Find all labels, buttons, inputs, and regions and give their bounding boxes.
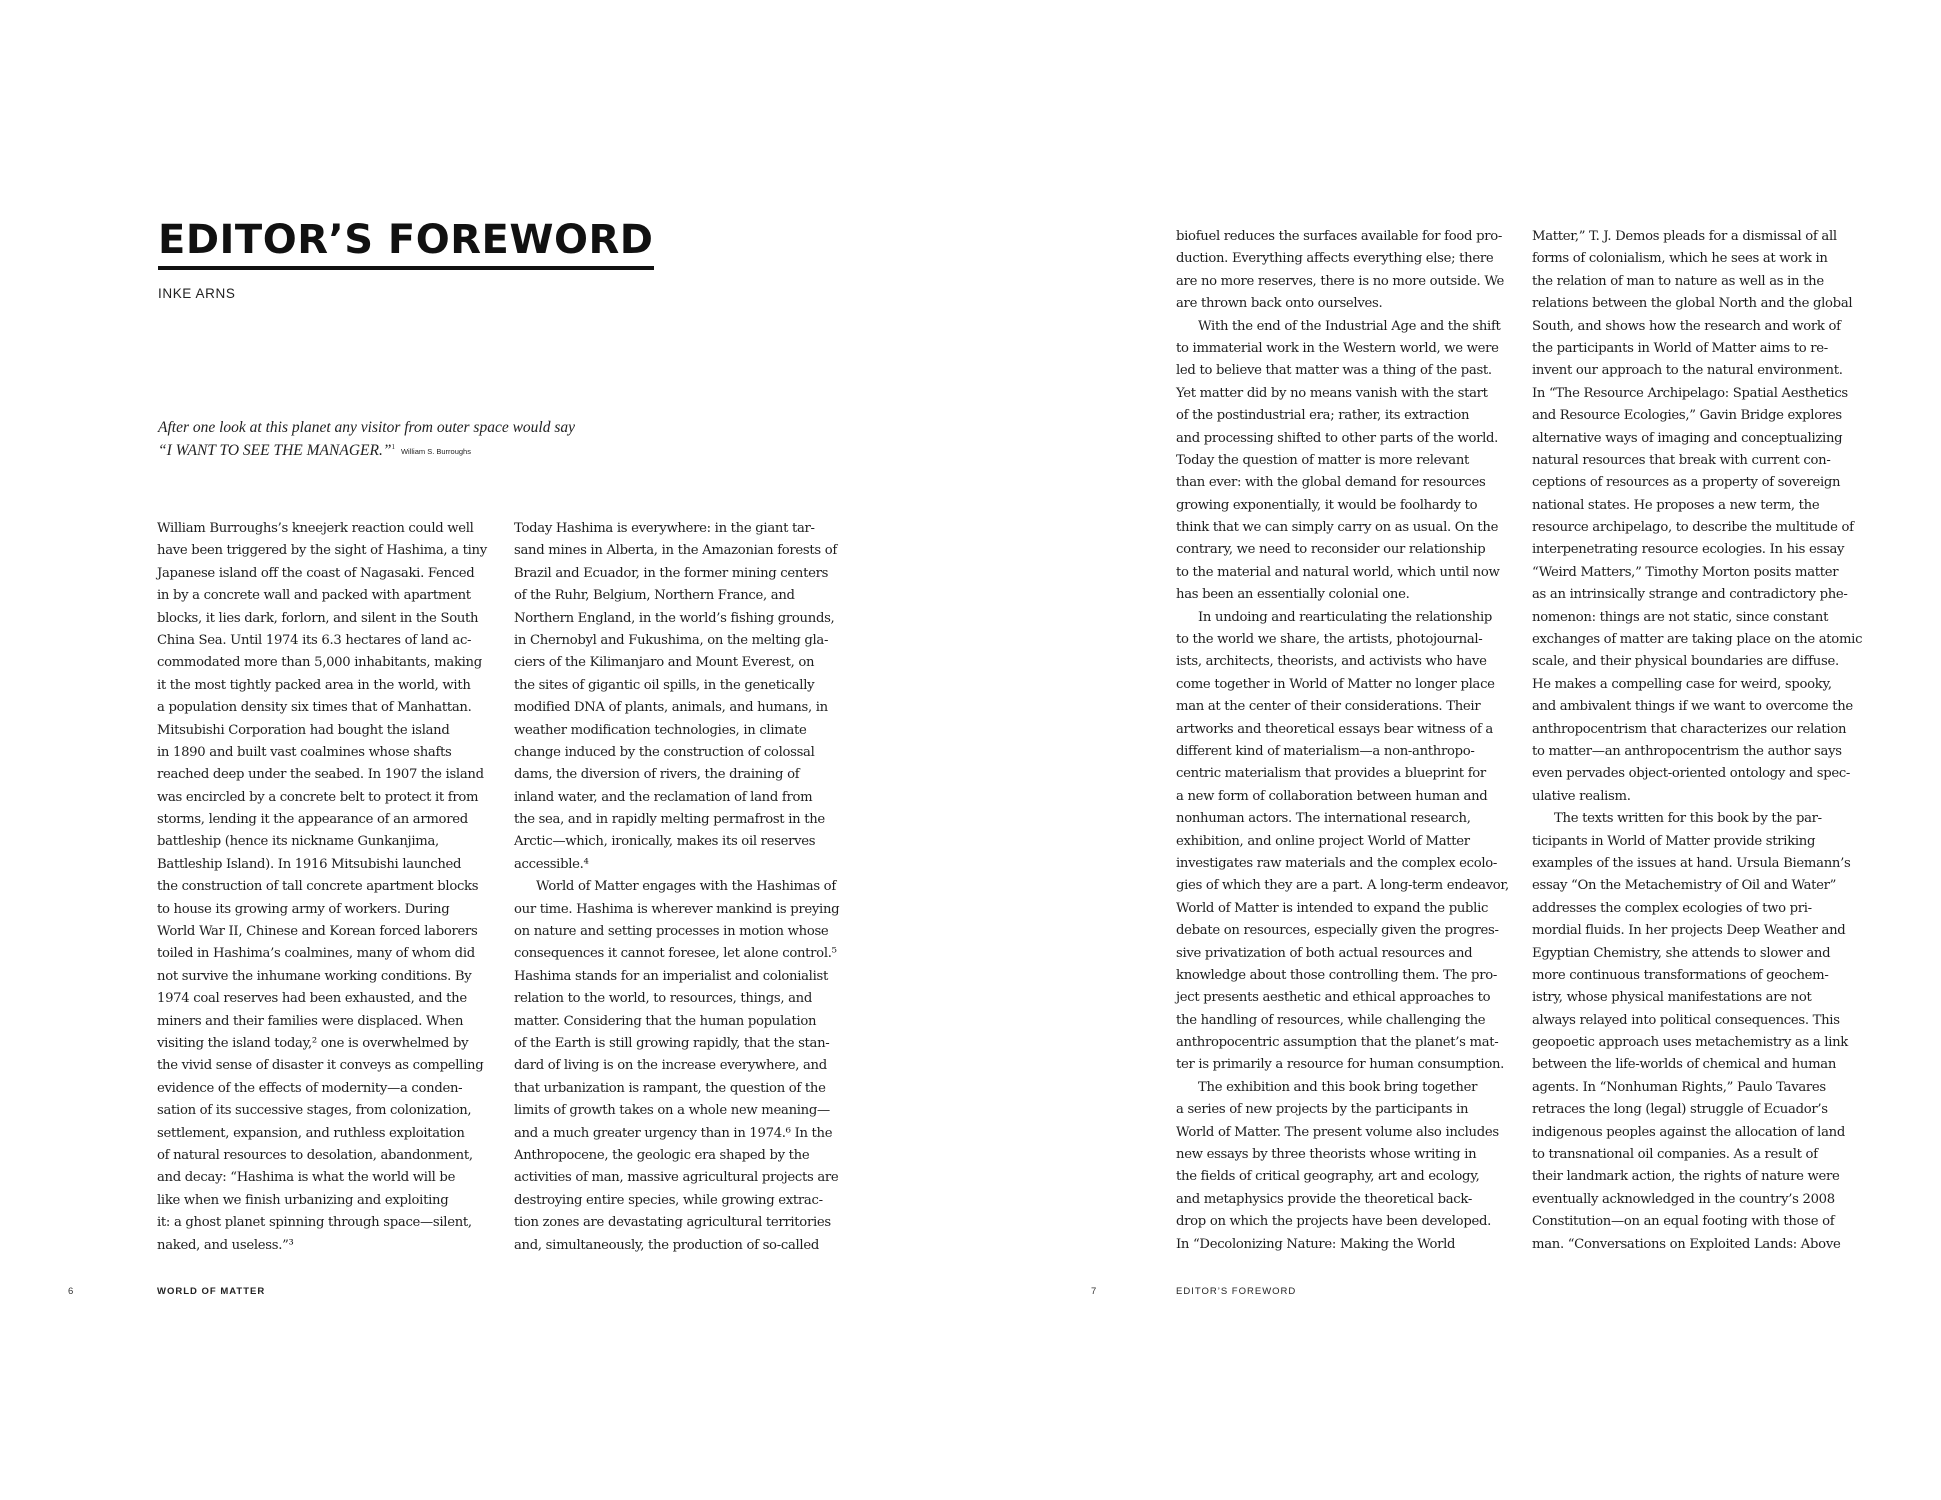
text-line: World of Matter. The present volume also includes	[1176, 1124, 1499, 1140]
text-line: The texts written for this book by the par-	[1554, 811, 1822, 827]
text-line: “Weird Matters,” Timothy Morton posits matter	[1532, 564, 1839, 580]
text-line: indigenous peoples against the allocation of land	[1532, 1124, 1845, 1140]
page-title: EDITOR’S FOREWORD	[158, 216, 654, 270]
text-line: alternative ways of imaging and conceptualizing	[1532, 430, 1843, 446]
text-line: our time. Hashima is wherever mankind is preying	[514, 901, 840, 917]
text-line: a population density six times that of Manhattan.	[157, 700, 472, 716]
page-number-right: 7	[1091, 1286, 1097, 1297]
text-line: the construction of tall concrete apartment blocks	[157, 879, 479, 895]
text-line: Mitsubishi Corporation had bought the island	[157, 722, 450, 738]
text-line: of natural resources to desolation, abandonment,	[157, 1147, 473, 1163]
text-line: anthropocentric assumption that the planet’s mat-	[1176, 1035, 1499, 1051]
epigraph	[158, 417, 628, 463]
text-line: nonhuman actors. The international research,	[1176, 811, 1471, 827]
text-line: Battleship Island). In 1916 Mitsubishi launched	[157, 856, 462, 872]
text-line: of the Ruhr, Belgium, Northern France, and	[514, 588, 795, 604]
text-line: the sites of gigantic oil spills, in the genetically	[514, 677, 815, 693]
text-line: change induced by the construction of colossal	[514, 744, 815, 760]
text-line: a new form of collaboration between human and	[1176, 788, 1488, 804]
text-line: With the end of the Industrial Age and the shift	[1198, 318, 1501, 334]
text-line: South, and shows how the research and work of	[1532, 318, 1841, 334]
text-line: national states. He proposes a new term, the	[1532, 497, 1820, 513]
text-line: always relayed into political consequences. This	[1532, 1012, 1840, 1028]
text-line: the participants in World of Matter aims to re-	[1532, 340, 1828, 356]
text-line: like when we finish urbanizing and exploiting	[157, 1192, 449, 1208]
text-line: man. “Conversations on Exploited Lands: Above	[1532, 1236, 1841, 1252]
epigraph-line-2	[158, 440, 628, 464]
text-line: ject presents aesthetic and ethical approaches to	[1176, 990, 1491, 1006]
text-line: World of Matter is intended to expand the public	[1176, 900, 1489, 916]
text-line: sive privatization of both actual resources and	[1176, 945, 1473, 961]
text-line: miners and their families were displaced. When	[157, 1013, 464, 1029]
text-line: and ambivalent things if we want to overcome the	[1532, 699, 1853, 715]
text-line: modified DNA of plants, animals, and humans, in	[514, 700, 828, 716]
text-line: relations between the global North and the global	[1532, 296, 1853, 312]
text-line: Matter,” T. J. Demos pleads for a dismissal of all	[1532, 229, 1837, 244]
text-line: have been triggered by the sight of Hashima, a tiny	[157, 543, 487, 559]
body-column-1	[157, 518, 487, 1257]
text-line: even pervades object-oriented ontology and spec-	[1532, 766, 1851, 782]
text-line: consequences it cannot foresee, let alone control.⁵	[514, 946, 837, 962]
text-line: Brazil and Ecuador, in the former mining centers	[514, 565, 829, 581]
page-number-left: 6	[68, 1286, 74, 1297]
text-line: exhibition, and online project World of Matter	[1176, 833, 1470, 849]
text-line: of the Earth is still growing rapidly, that the stan-	[514, 1035, 830, 1051]
text-line: different kind of materialism—a non-anthropo-	[1176, 743, 1475, 759]
text-line: battleship (hence its nickname Gunkanjima,	[157, 834, 439, 850]
text-line: activities of man, massive agricultural projects are	[514, 1170, 839, 1186]
text-line: weather modification technologies, in climate	[514, 722, 807, 738]
text-line: to transnational oil companies. As a result of	[1532, 1147, 1818, 1163]
text-line: resource archipelago, to describe the multitude of	[1532, 520, 1854, 536]
text-line: nomenon: things are not static, since constant	[1532, 609, 1829, 625]
text-line: 1974 coal reserves had been exhausted, and the	[157, 991, 467, 1007]
text-line: Today Hashima is everywhere: in the giant tar-	[514, 521, 815, 536]
text-line: to the world we share, the artists, photojournal-	[1176, 632, 1483, 648]
text-line: Northern England, in the world’s fishing grounds,	[514, 610, 835, 626]
text-line: it the most tightly packed area in the world, with	[157, 677, 471, 693]
text-line: of the postindustrial era; rather, its extraction	[1176, 408, 1470, 424]
text-line: new essays by three theorists whose writing in	[1176, 1147, 1477, 1163]
epigraph-attribution: William S. Burroughs	[400, 446, 471, 456]
text-line: think that we can simply carry on as usual. On the	[1176, 520, 1499, 536]
epigraph-line-1: After one look at this planet any visitor from outer space would say	[158, 419, 576, 436]
text-line: inland water, and the reclamation of land from	[514, 789, 813, 805]
author-name: INKE ARNS	[158, 286, 236, 301]
text-line: evidence of the effects of modernity—a conden-	[157, 1080, 463, 1096]
text-line: In “The Resource Archipelago: Spatial Aesthetics	[1532, 385, 1848, 401]
text-line: between the life-worlds of chemical and human	[1532, 1057, 1837, 1073]
text-line: ulative realism.	[1532, 788, 1631, 804]
text-line: the fields of critical geography, art and ecology,	[1176, 1169, 1480, 1185]
text-line: their landmark action, the rights of nature were	[1532, 1169, 1840, 1185]
text-line: and a much greater urgency than in 1974.⁶ In the	[514, 1125, 833, 1141]
text-line: commodated more than 5,000 inhabitants, making	[157, 655, 482, 671]
text-line: Hashima stands for an imperialist and colonialist	[514, 968, 828, 984]
text-line: in Chernobyl and Fukushima, on the melting gla-	[514, 632, 829, 648]
text-line: the vivid sense of disaster it conveys as compelling	[157, 1058, 484, 1074]
text-line: invent our approach to the natural environment.	[1532, 363, 1843, 379]
text-line: debate on resources, especially given the progres-	[1176, 923, 1499, 939]
text-line: ter is primarily a resource for human consumption.	[1176, 1057, 1505, 1073]
text-line: tion zones are devastating agricultural territories	[514, 1215, 831, 1231]
text-line: blocks, it lies dark, forlorn, and silent in the South	[157, 610, 479, 626]
text-line: are thrown back onto ourselves.	[1176, 296, 1383, 312]
text-line: essay “On the Metachemistry of Oil and Water”	[1532, 878, 1837, 894]
text-line: on nature and setting processes in motion whose	[514, 924, 829, 940]
text-line: to the material and natural world, which until now	[1176, 564, 1500, 580]
text-line: toiled in Hashima’s coalmines, many of whom did	[157, 946, 475, 962]
text-line: storms, lending it the appearance of an armored	[157, 812, 468, 828]
text-line: contrary, we need to reconsider our relationship	[1176, 542, 1486, 558]
text-line: led to believe that matter was a thing of the past.	[1176, 363, 1492, 379]
text-line: istry, whose physical manifestations are not	[1532, 990, 1812, 1006]
text-line: China Sea. Until 1974 its 6.3 hectares of land ac-	[157, 632, 472, 648]
body-column-2	[514, 518, 839, 1257]
text-line: World War II, Chinese and Korean forced laborers	[157, 924, 478, 940]
text-line: World of Matter engages with the Hashimas of	[536, 879, 836, 895]
text-line: and Resource Ecologies,” Gavin Bridge explores	[1532, 408, 1842, 424]
text-line: the relation of man to nature as well as in the	[1532, 273, 1824, 289]
text-line: to matter—an anthropocentrism the author says	[1532, 743, 1842, 759]
text-line: the handling of resources, while challenging the	[1176, 1012, 1486, 1028]
text-line: ceptions of resources as a property of sovereign	[1532, 475, 1841, 491]
text-line: relation to the world, to resources, things, and	[514, 991, 813, 1007]
text-line: visiting the island today,² one is overwhelmed by	[157, 1035, 469, 1051]
text-line: and decay: “Hashima is what the world will be	[157, 1170, 456, 1186]
text-line: ists, architects, theorists, and activists who have	[1176, 654, 1487, 670]
text-line: it: a ghost planet spinning through space—silent,	[157, 1215, 472, 1231]
text-line: a series of new projects by the participants in	[1176, 1102, 1469, 1118]
text-line: Arctic—which, ironically, makes its oil reserves	[514, 834, 816, 850]
text-line: dams, the diversion of rivers, the draining of	[514, 767, 800, 783]
text-line: The exhibition and this book bring together	[1198, 1079, 1478, 1095]
text-line: Yet matter did by no means vanish with the start	[1176, 385, 1488, 401]
text-line: reached deep under the seabed. In 1907 the island	[157, 767, 484, 783]
text-line: Egyptian Chemistry, she attends to slower and	[1532, 945, 1831, 961]
text-line: Japanese island off the coast of Nagasaki. Fenced	[157, 565, 475, 581]
text-line: retraces the long (legal) struggle of Ecuador’s	[1532, 1102, 1828, 1118]
text-line: and, simultaneously, the production of so-called	[514, 1237, 819, 1253]
text-line: are no more reserves, there is no more outside. We	[1176, 273, 1504, 289]
text-line: in 1890 and built vast coalmines whose shafts	[157, 744, 452, 760]
text-line: and processing shifted to other parts of the world.	[1176, 430, 1499, 446]
text-line: was encircled by a concrete belt to protect it from	[157, 789, 479, 805]
text-line: dard of living is on the increase everywhere, and	[514, 1058, 827, 1074]
text-line: Anthropocene, the geologic era shaped by the	[514, 1147, 810, 1163]
text-line: interpenetrating resource ecologies. In his essay	[1532, 542, 1845, 558]
text-line: centric materialism that provides a blueprint for	[1176, 766, 1486, 782]
text-line: ticipants in World of Matter provide striking	[1532, 833, 1816, 849]
body-column-4	[1532, 226, 1862, 1256]
text-line: come together in World of Matter no longer place	[1176, 676, 1495, 692]
text-line: scale, and their physical boundaries are diffuse.	[1532, 654, 1839, 670]
text-line: eventually acknowledged in the country’s 2008	[1532, 1191, 1835, 1207]
text-line: anthropocentrism that characterizes our relation	[1532, 721, 1847, 737]
text-line: matter. Considering that the human population	[514, 1013, 817, 1029]
text-line: natural resources that break with current con-	[1532, 452, 1831, 468]
running-head-right: EDITOR’S FOREWORD	[1176, 1286, 1297, 1297]
text-line: the sea, and in rapidly melting permafrost in the	[514, 812, 825, 828]
text-line: naked, and useless.”³	[157, 1237, 294, 1253]
epigraph-quote: “I WANT TO SEE THE MANAGER.”	[158, 441, 392, 459]
text-line: accessible.⁴	[514, 856, 589, 872]
text-line: than ever: with the global demand for resources	[1176, 475, 1486, 491]
text-line: drop on which the projects have been developed.	[1176, 1214, 1492, 1230]
text-line: duction. Everything affects everything else; there	[1176, 251, 1494, 267]
text-line: addresses the complex ecologies of two pri-	[1532, 900, 1812, 916]
text-line: forms of colonialism, which he sees at work in	[1532, 251, 1828, 267]
text-line: biofuel reduces the surfaces available for food pro-	[1176, 229, 1503, 244]
text-line: that urbanization is rampant, the question of the	[514, 1080, 826, 1096]
text-line: and metaphysics provide the theoretical back-	[1176, 1191, 1472, 1207]
text-line: as an intrinsically strange and contradictory phe-	[1532, 587, 1848, 603]
text-line: geopoetic approach uses metachemistry as a link	[1532, 1035, 1849, 1051]
text-line: sation of its successive stages, from colonization,	[157, 1103, 472, 1119]
text-line: exchanges of matter are taking place on the atomic	[1532, 632, 1863, 648]
text-line: destroying entire species, while growing extrac-	[514, 1192, 823, 1208]
text-line: In “Decolonizing Nature: Making the World	[1176, 1236, 1456, 1252]
text-line: knowledge about those controlling them. The pro-	[1176, 967, 1497, 983]
text-line: He makes a compelling case for weird, spooky,	[1532, 676, 1832, 692]
text-line: Constitution—on an equal footing with those of	[1532, 1214, 1835, 1230]
body-column-3	[1176, 226, 1509, 1256]
text-line: sand mines in Alberta, in the Amazonian forests of	[514, 543, 837, 559]
text-line: man at the center of their considerations. Their	[1176, 699, 1481, 715]
text-line: In undoing and rearticulating the relationship	[1198, 609, 1493, 625]
text-line: settlement, expansion, and ruthless exploitation	[157, 1125, 465, 1141]
text-line: more continuous transformations of geochem-	[1532, 967, 1829, 983]
text-line: ciers of the Kilimanjaro and Mount Everest, on	[514, 655, 815, 671]
text-line: has been an essentially colonial one.	[1176, 587, 1410, 603]
text-line: gies of which they are a part. A long-term endeavor,	[1176, 878, 1509, 894]
text-line: mordial fluids. In her projects Deep Weather and	[1532, 923, 1846, 939]
text-line: not survive the inhumane working conditions. By	[157, 968, 472, 984]
text-line: limits of growth takes on a whole new meaning—	[514, 1103, 830, 1119]
text-line: growing exponentially, it would be foolhardy to	[1176, 497, 1478, 513]
text-line: to immaterial work in the Western world, we were	[1176, 340, 1499, 356]
footnote-marker: 1	[391, 442, 395, 451]
text-line: investigates raw materials and the complex ecolo-	[1176, 855, 1498, 871]
text-line: examples of the issues at hand. Ursula Biemann’s	[1532, 855, 1851, 871]
text-line: Today the question of matter is more relevant	[1176, 452, 1470, 468]
text-line: William Burroughs’s kneejerk reaction could well	[157, 521, 474, 536]
text-line: to house its growing army of workers. During	[157, 901, 450, 917]
text-line: artworks and theoretical essays bear witness of a	[1176, 721, 1493, 737]
text-line: in by a concrete wall and packed with apartment	[157, 588, 471, 604]
running-head-left: WORLD OF MATTER	[157, 1286, 266, 1297]
text-line: agents. In “Nonhuman Rights,” Paulo Tavares	[1532, 1079, 1826, 1095]
